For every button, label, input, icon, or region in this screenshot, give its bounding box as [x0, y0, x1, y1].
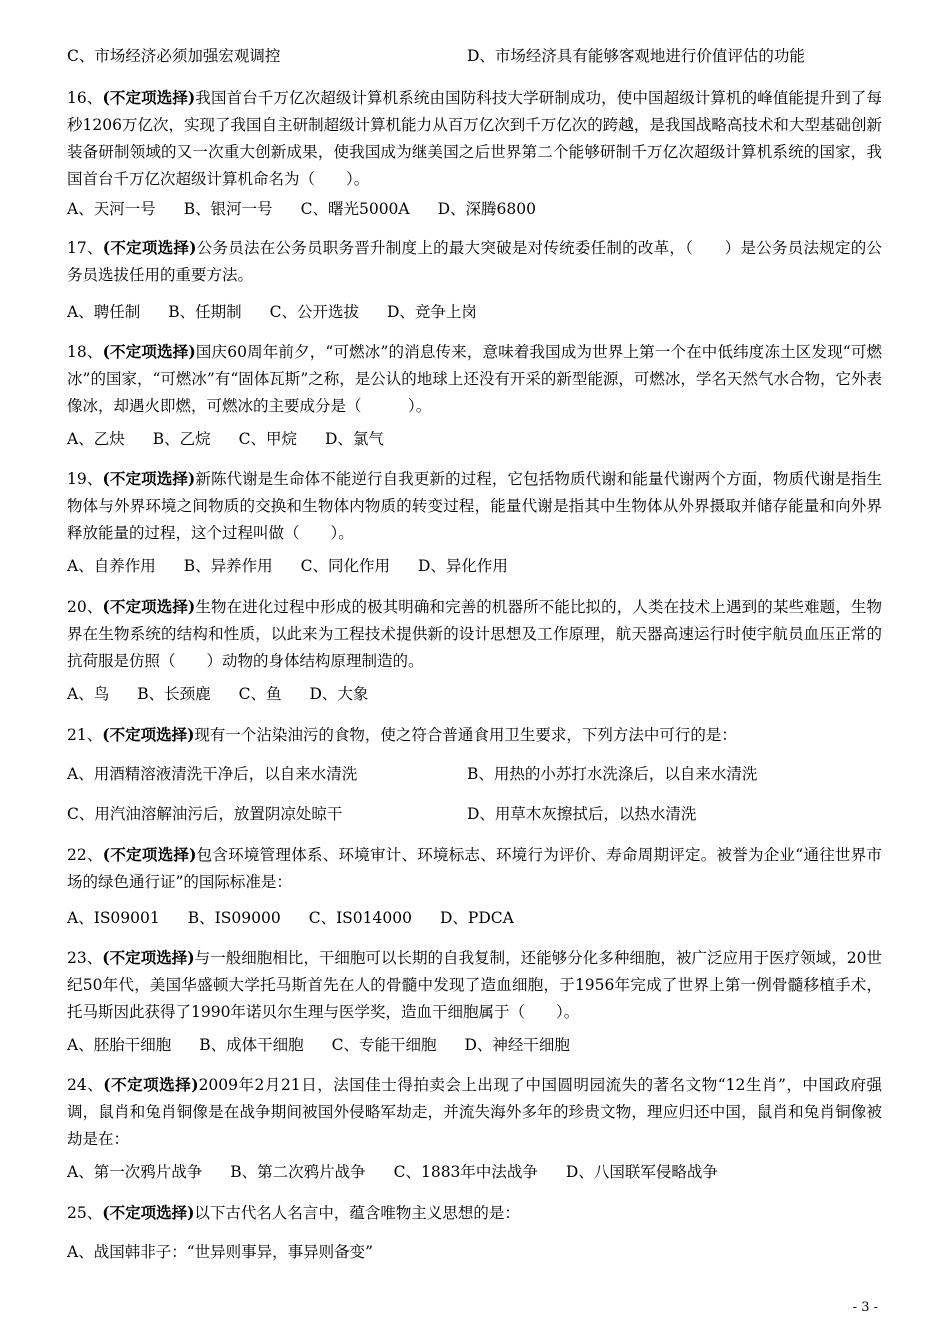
question-number: 18、: [67, 343, 103, 361]
option: A、第一次鸦片战争: [67, 1163, 203, 1181]
question-type-label: (不定项选择): [102, 342, 196, 361]
option: D、神经干细胞: [464, 1036, 570, 1054]
option: A、用酒精溶液清洗干净后，以自来水清洗: [67, 765, 358, 783]
option: B、用热的小苏打水洗涤后，以自来水清洗: [467, 765, 758, 783]
question-number: 24、: [67, 1076, 104, 1094]
option: B、银河一号: [183, 200, 273, 218]
question-number: 23、: [67, 949, 103, 967]
question-text: 我国首台千万亿次超级计算机系统由国防科技大学研制成功，使中国超级计算机的峰值能提升到了每秒1206万亿次，实现了我国自主研制超级计算机能力从百万亿次到千万亿次的跨越，是我国战略高技术和大型基础创新装备研制领域的又一次重大创新成果，使我国成为继美国之后世界第二个能够研制千万亿次超级计算机系统的国家，我国首台千万亿次超级计算机命名为（ ）。: [67, 89, 882, 188]
question-text: 以下古代名人名言中，蕴含唯物主义思想的是：: [194, 1204, 520, 1222]
option: A、天河一号: [67, 200, 156, 218]
q20-options: [67, 682, 882, 706]
option: D、竞争上岗: [386, 303, 477, 321]
question-type-label: (不定项选择): [102, 238, 197, 257]
q17-options: [67, 300, 882, 324]
question-text: 国庆60周年前夕，“可燃冰”的消息传来，意味着我国成为世界上第一个在中低纬度冻土区发现“可燃冰”的国家，“可燃冰”有“固体瓦斯”之称，是公认的地球上还没有开采的新型能源，可燃冰，学名天然气水合物，它外表像冰，却遇火即燃，可燃冰的主要成分是（ ）。: [67, 343, 883, 415]
q16-options: [67, 197, 882, 221]
option: A、乙炔: [67, 430, 125, 448]
q25-options: [67, 1240, 882, 1264]
option: C、曙光5000A: [300, 200, 410, 218]
option: B、成体干细胞: [199, 1036, 304, 1054]
option: B、IS09000: [187, 909, 281, 927]
question-23: [67, 944, 882, 1026]
option: C、甲烷: [238, 430, 297, 448]
option: A、鸟: [67, 685, 110, 703]
option: C、1883年中法战争: [393, 1163, 538, 1181]
q23-options: [67, 1033, 882, 1057]
option: B、长颈鹿: [137, 685, 211, 703]
question-type-label: (不定项选择): [102, 597, 196, 616]
q21-options-row1: [67, 762, 882, 786]
question-type-label: (不定项选择): [102, 845, 197, 864]
question-number: 21、: [67, 726, 103, 744]
q18-options: [67, 427, 882, 451]
question-number: 22、: [67, 846, 103, 864]
option: B、任期制: [168, 303, 242, 321]
option: C、用汽油溶解油污后，放置阴凉处晾干: [67, 805, 343, 823]
option: D、用草木灰擦拭后，以热水清洗: [467, 805, 697, 823]
question-19: [67, 465, 882, 547]
question-text: 现有一个沾染油污的食物，使之符合普通食用卫生要求，下列方法中可行的是：: [194, 726, 737, 744]
q15-options: [67, 44, 882, 68]
question-25: [67, 1199, 882, 1227]
q19-options: [67, 554, 882, 578]
option: A、IS09001: [67, 909, 160, 927]
option: A、聘任制: [67, 303, 141, 321]
q24-options: [67, 1160, 882, 1184]
option: C、市场经济必须加强宏观调控: [67, 47, 281, 65]
option: D、深腾6800: [437, 200, 536, 218]
question-type-label: (不定项选择): [102, 88, 196, 107]
question-22: [67, 841, 882, 896]
option: C、专能干细胞: [331, 1036, 437, 1054]
question-text: 与一般细胞相比，干细胞可以长期的自我复制，还能够分化多种细胞，被广泛应用于医疗领域，20世纪50年代，美国华盛顿大学托马斯首先在人的骨髓中发现了造血细胞，于1956年完成了世界上第一例骨髓移植手术，托马斯因此获得了1990年诺贝尔生理与医学奖，造血干细胞属于（ ）。: [67, 949, 882, 1021]
question-18: [67, 338, 882, 420]
option: A、自养作用: [67, 557, 156, 575]
question-type-label: (不定项选择): [102, 469, 196, 488]
question-text: 2009年2月21日，法国佳士得拍卖会上出现了中国圆明园流失的著名文物“12生肖”，中国政府强调，鼠肖和兔肖铜像是在战争期间被国外侵略军劫走，并流失海外多年的珍贵文物，理应归还中国，鼠肖和兔肖铜像被劫是在：: [67, 1076, 882, 1148]
question-number: 16、: [67, 89, 103, 107]
option: C、公开选拔: [269, 303, 359, 321]
option: C、鱼: [238, 685, 282, 703]
option: D、大象: [309, 685, 369, 703]
question-17: [67, 234, 882, 289]
q22-options: [67, 906, 882, 930]
question-text: 包含环境管理体系、环境审计、环境标志、环境行为评价、寿命周期评定。被誉为企业“通往世界市场的绿色通行证”的国际标准是：: [67, 846, 882, 891]
question-text: 生物在进化过程中形成的极其明确和完善的机器所不能比拟的，人类在技术上遇到的某些难题，生物界在生物系统的结构和性质，以此来为工程技术提供新的设计思想及工作原理，航天器高速运行时使宇航员血压正常的抗荷服是仿照（ ）动物的身体结构原理制造的。: [67, 598, 882, 670]
question-type-label: (不定项选择): [103, 1075, 199, 1094]
question-24: [67, 1071, 882, 1153]
question-text: 公务员法在公务员职务晋升制度上的最大突破是对传统委任制的改革，（ ）是公务员法规定的公务员选拔任用的重要方法。: [67, 239, 882, 284]
question-type-label: (不定项选择): [102, 948, 195, 967]
question-number: 19、: [67, 470, 103, 488]
option: A、胚胎干细胞: [67, 1036, 172, 1054]
option: A、战国韩非子：“世异则事异，事异则备变”: [67, 1243, 374, 1261]
question-type-label: (不定项选择): [102, 1203, 195, 1222]
option: C、同化作用: [300, 557, 390, 575]
question-number: 20、: [67, 598, 103, 616]
page-number: - 3 -: [852, 1300, 878, 1315]
question-number: 17、: [67, 239, 103, 257]
option: D、市场经济具有能够客观地进行价值评估的功能: [467, 47, 805, 65]
option: B、乙烷: [152, 430, 211, 448]
question-16: [67, 84, 882, 193]
option: D、氯气: [324, 430, 384, 448]
option: D、异化作用: [417, 557, 508, 575]
option: D、PDCA: [439, 909, 514, 927]
question-text: 新陈代谢是生命体不能逆行自我更新的过程，它包括物质代谢和能量代谢两个方面，物质代谢是指生物体与外界环境之间物质的交换和生物体内物质的转变过程，能量代谢是指其中生物体从外界摄取并储存能量和向外界释放能量的过程，这个过程叫做（ ）。: [67, 470, 882, 542]
question-20: [67, 593, 882, 675]
question-type-label: (不定项选择): [102, 725, 195, 744]
question-21: [67, 721, 882, 749]
q21-options-row2: [67, 802, 882, 826]
option: C、IS014000: [308, 909, 412, 927]
option: B、异养作用: [183, 557, 273, 575]
option: D、八国联军侵略战争: [565, 1163, 718, 1181]
question-number: 25、: [67, 1204, 103, 1222]
option: B、第二次鸦片战争: [230, 1163, 366, 1181]
